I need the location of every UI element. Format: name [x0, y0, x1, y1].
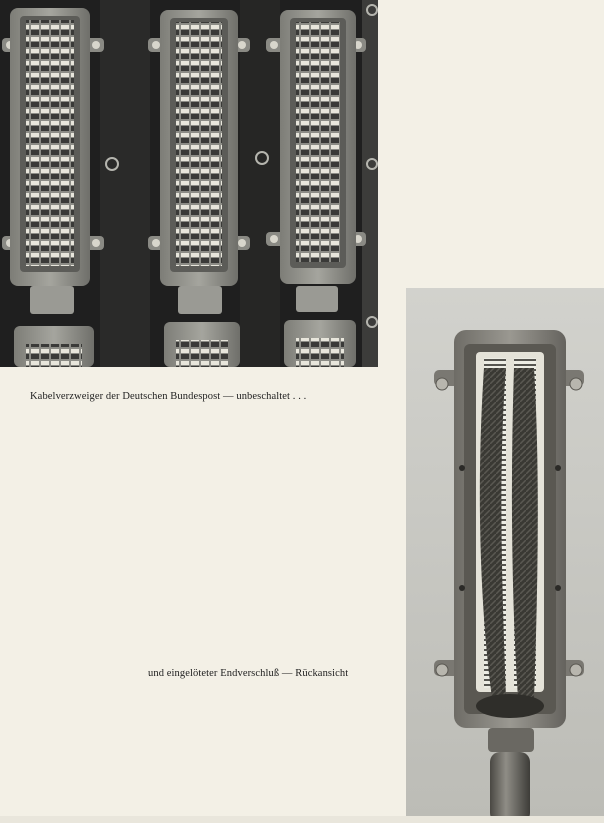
distribution-frame-illustration [0, 0, 378, 367]
caption-cable-distributor: Kabelverzweiger der Deutschen Bundespost — unbeschaltet . . . [30, 391, 307, 402]
caption-end-closure: und eingelöteter Endverschluß — Rückansicht [148, 668, 349, 679]
end-closure-photo [406, 288, 604, 823]
distribution-frame-photo [0, 0, 378, 367]
page-bottom-edge [0, 816, 604, 823]
terminal-block-2 [148, 10, 250, 314]
terminal-block-1 [2, 8, 104, 314]
end-closure-illustration [406, 288, 604, 823]
terminal-block-3 [266, 10, 366, 312]
